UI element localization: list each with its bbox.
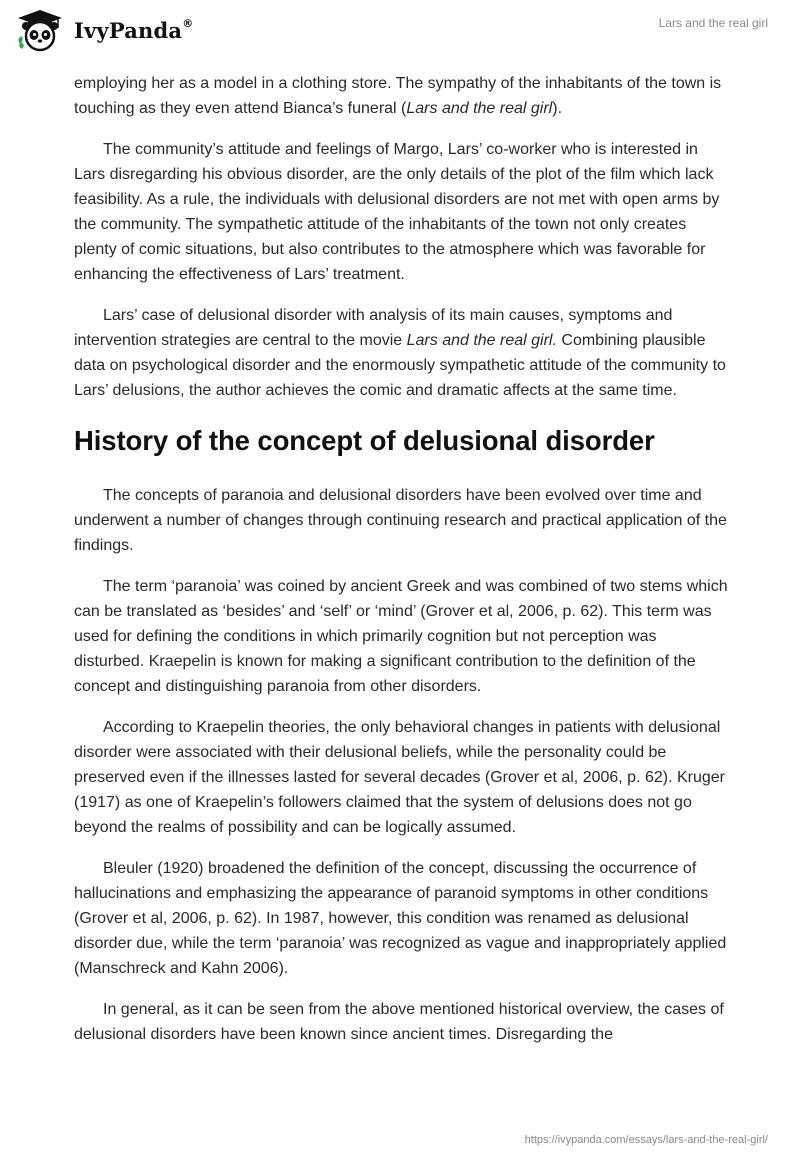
paragraph: The concepts of paranoia and delusional disorders have been evolved over time and underwent a number of changes through continuing research and practical application of the findings. [74, 487, 727, 554]
essay-content [74, 71, 728, 1063]
section-heading: History of the concept of delusional disorder [74, 425, 655, 456]
page-header [0, 0, 800, 70]
logo-wordmark: IvyPanda® [74, 16, 194, 43]
paragraph: According to Kraepelin theories, the only behavioral changes in patients with delusional disorder were associated with their delusional beliefs, while the personality could be preserved even if the illnesses lasted for several decades (Grover et al, 2006, p. 62). Kruger (1917) as one of Kraepelin’s followers claimed that the system of delusions does not go beyond the realms of possibility and can be logically assumed. [74, 719, 726, 836]
paragraph: Bleuler (1920) broadened the definition of the concept, discussing the occurrence of hallucinations and emphasizing the appearance of paranoid symptoms in other conditions (Grover et al, 2006, p. 62). In 1987, however, this condition was renamed as delusional disorder due, while the term ‘paranoia’ was recognized as vague and inappropriately applied (Manschreck and Kahn 2006). [74, 860, 727, 977]
paragraph: In general, as it can be seen from the above mentioned historical overview, the cases of delusional disorders have been known since ancient times. Disregarding the [74, 1001, 724, 1043]
footer-url[interactable]: https://ivypanda.com/essays/lars-and-the-real-girl/ [524, 1134, 768, 1146]
paragraph: The term ‘paranoia’ was coined by ancient Greek and was combined of two stems which can be translated as ‘besides’ and ‘self’ or ‘mind’ (Grover et al, 2006, p. 62). This term was used for defining the conditions in which primarily cognition but not perception was disturbed. Kraepelin is known for making a significant contribution to the definition of the concept and distinguishing paranoia from other disorders. [74, 578, 728, 695]
ivypanda-logo[interactable] [14, 8, 193, 52]
paragraph: Lars’ case of delusional disorder with analysis of its main causes, symptoms and intervention strategies are central to the movie Lars and the real girl. Combining plausible data on psychological disorder and the enormously sympathetic attitude of the community to Lars’ delusions, the author achieves the comic and dramatic affects at the same time. [74, 307, 726, 399]
paragraph: The community’s attitude and feelings of Margo, Lars’ co-worker who is interested in Lars disregarding his obvious disorder, are the only details of the plot of the film which lack feasibility. As a rule, the individuals with delusional disorders are not met with open arms by the community. The sympathetic attitude of the inhabitants of the town not only creates plenty of comic situations, but also contributes to the atmosphere which was favorable for enhancing the effectiveness of Lars’ treatment. [74, 141, 720, 283]
paragraph-continued: employing her as a model in a clothing store. The sympathy of the inhabitants of the town is touching as they even attend Bianca’s funeral (Lars and the real girl). [74, 75, 722, 117]
panda-graduate-icon [14, 8, 66, 52]
running-title: Lars and the real girl [658, 16, 768, 30]
